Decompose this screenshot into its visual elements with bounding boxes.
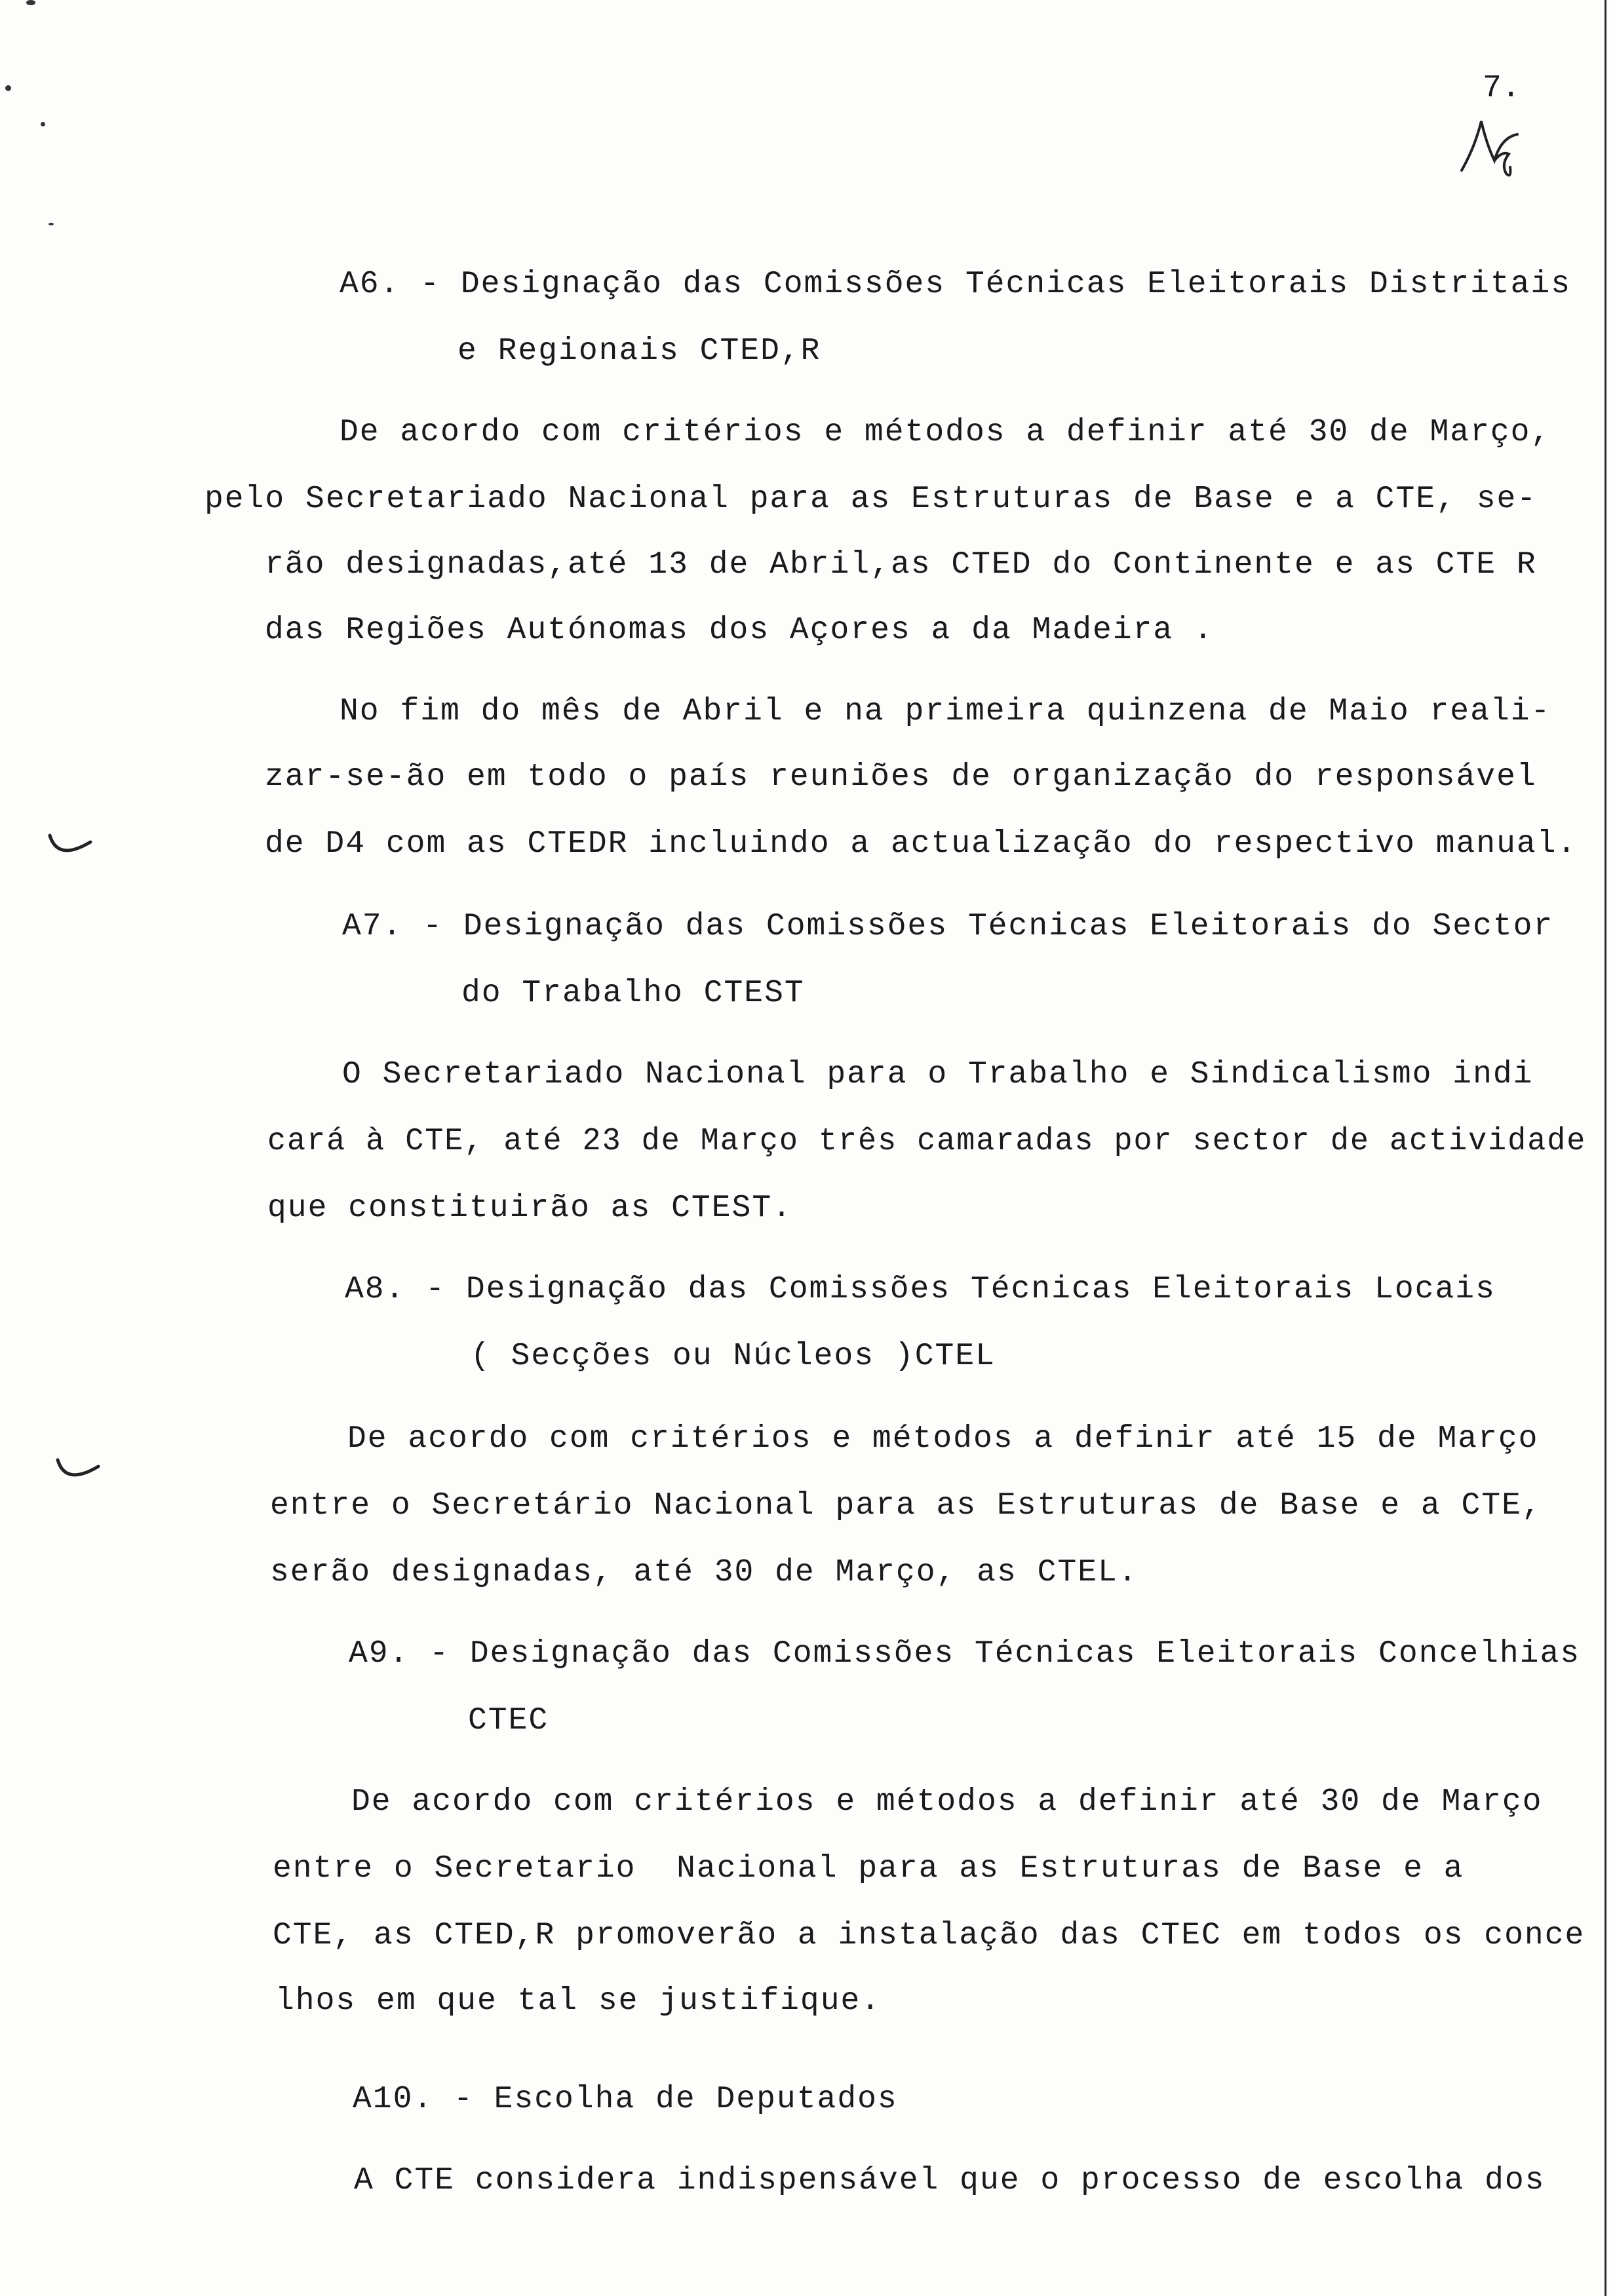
section-a9-heading: A9. - Designação das Comissões Técnicas Eleitorais Concelhias bbox=[349, 1636, 1581, 1672]
section-a9-heading-cont: CTEC bbox=[468, 1703, 549, 1738]
paragraph-line: lhos em que tal se justifique. bbox=[275, 1983, 882, 2019]
section-a8-heading-cont: ( Secções ou Núcleos )CTEL bbox=[471, 1339, 996, 1374]
paragraph-line: A CTE considera indispensável que o processo de escolha dos bbox=[354, 2163, 1546, 2198]
paragraph-line: O Secretariado Nacional para o Trabalho e Sindicalismo indi bbox=[342, 1057, 1534, 1092]
scan-speck bbox=[26, 0, 35, 5]
paragraph-line: CTE, as CTED,R promoverão a instalação das CTEC em todos os conce bbox=[273, 1918, 1586, 1953]
page-edge-shadow bbox=[1605, 0, 1606, 2296]
paragraph-line: pelo Secretariado Nacional para as Estruturas de Base e a CTE, se- bbox=[204, 482, 1538, 517]
margin-hole-mark bbox=[52, 1453, 105, 1493]
section-a7-heading-cont: do Trabalho CTEST bbox=[461, 976, 805, 1011]
paragraph-line: zar-se-ão em todo o país reuniões de organização do responsável bbox=[265, 759, 1537, 795]
scan-speck bbox=[5, 85, 11, 91]
paragraph-line: cará à CTE, até 23 de Março três camaradas por sector de actividade bbox=[267, 1124, 1587, 1159]
paragraph-line: De acordo com critérios e métodos a definir até 30 de Março, bbox=[340, 415, 1551, 450]
section-a10-heading: A10. - Escolha de Deputados bbox=[353, 2082, 898, 2117]
section-a8-heading: A8. - Designação das Comissões Técnicas Eleitorais Locais bbox=[345, 1272, 1496, 1307]
section-a6-heading-cont: e Regionais CTED,R bbox=[457, 334, 821, 369]
paragraph-line: das Regiões Autónomas dos Açores a da Madeira . bbox=[265, 613, 1214, 648]
paragraph-line: entre o Secretario Nacional para as Estruturas de Base e a bbox=[273, 1851, 1464, 1886]
paragraph-line: No fim do mês de Abril e na primeira quinzena de Maio reali- bbox=[340, 694, 1551, 729]
paragraph-line: De acordo com critérios e métodos a definir até 15 de Março bbox=[347, 1421, 1539, 1457]
paragraph-line: entre o Secretário Nacional para as Estruturas de Base e a CTE, bbox=[270, 1488, 1542, 1523]
handwritten-initials bbox=[1455, 108, 1527, 180]
scan-speck bbox=[49, 223, 54, 225]
paragraph-line: serão designadas, até 30 de Março, as CTEL. bbox=[270, 1555, 1138, 1590]
paragraph-line: De acordo com critérios e métodos a definir até 30 de Março bbox=[351, 1784, 1543, 1820]
paragraph-line: que constituirão as CTEST. bbox=[267, 1191, 792, 1226]
section-a6-heading: A6. - Designação das Comissões Técnicas Eleitorais Distritais bbox=[340, 267, 1572, 302]
margin-hole-mark bbox=[45, 829, 97, 868]
scan-speck bbox=[41, 122, 45, 126]
page-number: 7. bbox=[1483, 71, 1521, 106]
paragraph-line: rão designadas,até 13 de Abril,as CTED do Continente e as CTE R bbox=[265, 547, 1537, 583]
section-a7-heading: A7. - Designação das Comissões Técnicas Eleitorais do Sector bbox=[342, 909, 1554, 944]
paragraph-line: de D4 com as CTEDR incluindo a actualização do respectivo manual. bbox=[265, 826, 1578, 862]
